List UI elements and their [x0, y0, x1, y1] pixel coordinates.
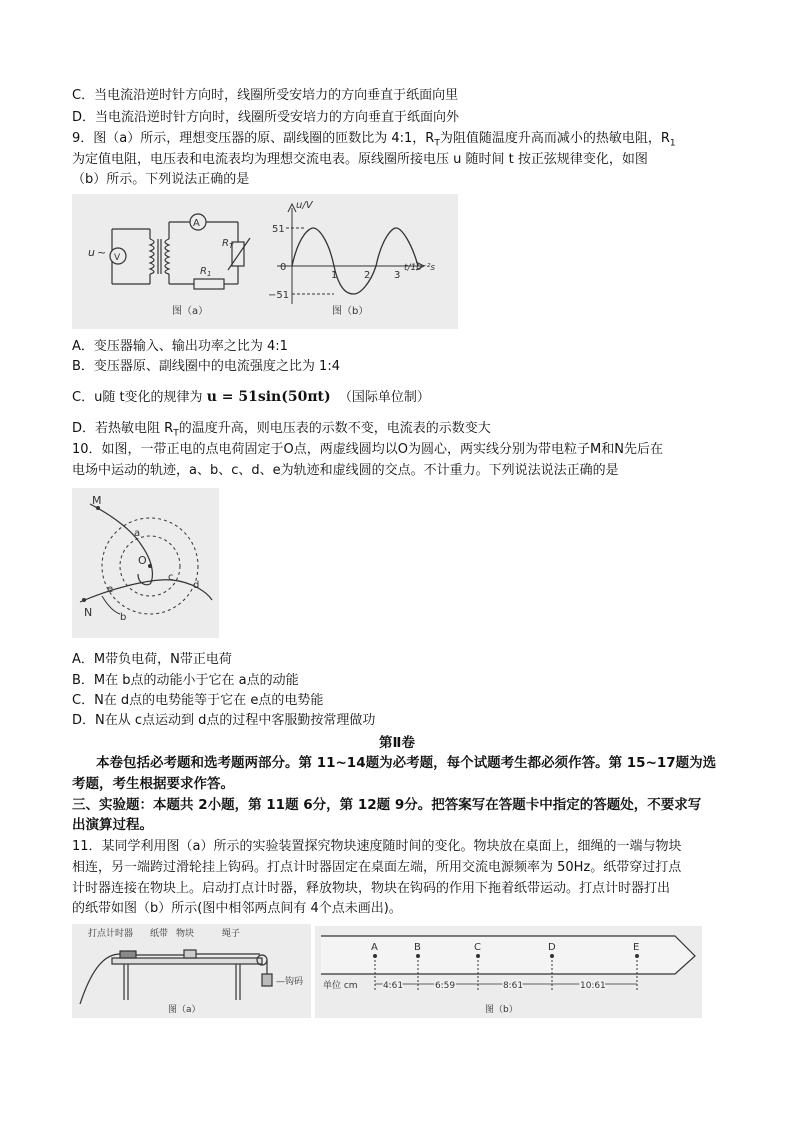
q10-stem-line1: 10．如图，一带正电的点电荷固定于O点，两虚线圆均以O为圆心，两实线分别为带电粒子M和N先后在: [72, 442, 663, 457]
fig-a-caption-q11: 图（a）: [168, 1005, 201, 1015]
section3-heading-line2: 出演算过程。: [72, 817, 153, 833]
part2-intro-line1: 本卷包括必考题和选考题两部分。第 11~14题为必考题，每个试题考生都必须作答。第 15~17题为选: [96, 755, 717, 771]
label-a: a: [134, 528, 141, 539]
q10-figure: [72, 488, 219, 638]
graph-x-axis: t/10⁻²s: [404, 263, 436, 273]
q9-stem-line3: （b）所示。下列说法正确的是: [72, 172, 250, 187]
q8-option-d: D．当电流沿逆时针方向时，线圈所受安培力的方向垂直于纸面向外: [72, 110, 460, 125]
q11-stem-line2: 相连，另一端跨过滑轮挂上钩码。打点计时器固定在桌面左端，所用交流电源频率为 50Hz。纸带穿过打点: [72, 860, 682, 875]
ammeter-label: A: [193, 218, 200, 229]
distance-cd: 8.61: [503, 981, 524, 991]
q9-option-d: D．若热敏电阻 $R_T$的温度升高，则电压表的示数不变，电流表的示数变大: [72, 421, 491, 439]
q10-option-c: C．N在 d点的电势能等于它在 e点的电势能: [72, 693, 324, 708]
label-n: N: [84, 606, 93, 619]
label-d: d: [193, 580, 200, 591]
distance-ab: 4.61: [383, 981, 404, 991]
voltage-graph: [277, 204, 424, 304]
rt-label: $R_T$: [222, 238, 234, 250]
q8-option-c: C．当电流沿逆时针方向时，线圈所受安培力的方向垂直于纸面向里: [72, 88, 459, 103]
q11-stem-line1: 11．某同学利用图（a）所示的实验装置探究物块速度随时间的变化。物块放在桌面上，细绳的一端与物块: [72, 839, 682, 854]
part2-title: 第Ⅱ卷: [379, 735, 415, 751]
fig-b-caption: 图（b）: [332, 306, 369, 317]
point-d: D: [548, 942, 556, 953]
section3-heading-line1: 三、实验题：本题共 2小题，第 11题 6分，第 12题 9分。把答案写在答题卡中指定的答题处，不要求写: [72, 797, 702, 813]
point-c: C: [474, 942, 481, 953]
label-e: e: [107, 584, 114, 595]
label-timer: 打点计时器: [88, 929, 134, 939]
label-m: M: [92, 494, 102, 507]
apparatus: [80, 950, 272, 1004]
graph-y-axis: u/V: [296, 200, 313, 211]
point-a: A: [371, 942, 378, 953]
q9-figure: [72, 194, 458, 329]
transformer-circuit: [110, 214, 250, 289]
source-u-label: u: [88, 246, 95, 259]
fig-a-caption: 图（a）: [172, 306, 209, 317]
label-b: b: [120, 612, 127, 623]
label-block: 物块: [176, 929, 195, 939]
q9-stem-line2: 为定值电阻，电压表和电流表均为理想交流电表。原线圈所接电压 u 随时间 t 按正弦规律变化，如图: [72, 152, 648, 167]
q11-figure-b: [315, 926, 702, 1018]
q9-option-a: A．变压器输入、输出功率之比为 4:1: [72, 339, 288, 354]
label-tape: 纸带: [150, 929, 169, 939]
point-b: B: [414, 942, 421, 953]
label-c: c: [168, 572, 174, 583]
graph-y-neg51: −51: [268, 290, 290, 301]
fig-b-caption-q11: 图（b）: [485, 1005, 518, 1015]
part2-intro-line2: 考题，考生根据要求作答。: [72, 776, 234, 792]
graph-y-51: 51: [272, 224, 285, 235]
graph-x-3: 3: [394, 270, 401, 281]
q10-stem-line2: 电场中运动的轨迹，a、b、c、d、e为轨迹和虚线圆的交点。不计重力。下列说法说法正确的是: [72, 463, 619, 478]
voltmeter-label: V: [114, 253, 121, 263]
source-tilde: ~: [97, 246, 107, 259]
graph-x-2: 2: [364, 270, 371, 281]
q9-option-c: C．u随 t变化的规律为 u = 51sin(50πt) （国际单位制）: [72, 389, 430, 405]
q9-stem-line1: 9．图（a）所示，理想变压器的原、副线圈的匝数比为 4:1，$R_T$为阻值随温度升高而减小的热敏电阻，$R_1$: [72, 131, 676, 149]
r1-label: $R_1$: [200, 266, 212, 278]
label-rope: 绳子: [222, 929, 241, 939]
distance-de: 10.61: [580, 981, 606, 991]
q11-stem-line4: 的纸带如图（b）所示(图中相邻两点间有 4个点未画出)。: [72, 901, 402, 916]
point-e: E: [633, 942, 640, 953]
q10-option-a: A．M带负电荷，N带正电荷: [72, 652, 232, 667]
q11-stem-line3: 计时器连接在物块上。启动打点计时器，释放物块，物块在钩码的作用下拖着纸带运动。打点计时器打出: [72, 881, 671, 896]
q10-option-b: B．M在 b点的动能小于它在 a点的动能: [72, 673, 299, 688]
distance-bc: 6.59: [435, 981, 456, 991]
label-o: O: [138, 554, 147, 567]
label-weight: —钩码: [276, 977, 304, 987]
graph-x-1: 1: [331, 270, 338, 281]
q10-option-d: D．N在从 c点运动到 d点的过程中客服勤按常理做功: [72, 713, 376, 728]
q9-option-b: B．变压器原、副线圈中的电流强度之比为 1:4: [72, 359, 340, 374]
q11-figure-a: [72, 924, 311, 1018]
unit-label: 单位 cm: [323, 981, 358, 991]
graph-origin: 0: [280, 262, 287, 273]
